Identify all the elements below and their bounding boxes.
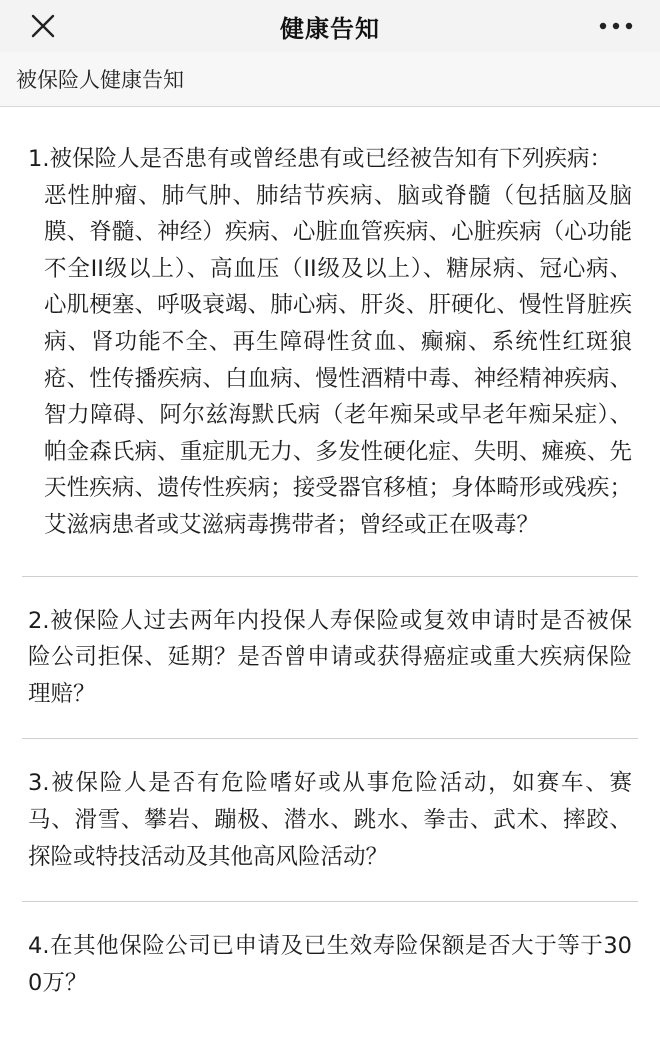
section-header: [0, 52, 660, 107]
question-item-2: [0, 577, 660, 739]
question-list: [0, 107, 660, 1013]
question-item-1: [0, 107, 660, 576]
page-title: 健康告知: [280, 14, 380, 43]
question-text: 4.在其他保险公司已申请及已生效寿险保额是否大于等于300万？: [28, 933, 632, 996]
question-text: 3.被保险人是否有危险嗜好或从事危险活动，如赛车、赛马、滑雪、攀岩、蹦极、潜水、跳水、拳击、武术、摔跤、探险或特技活动及其他高风险活动？: [28, 770, 632, 870]
question-item-4: [0, 902, 660, 1013]
question-text: 2.被保险人过去两年内投保人寿保险或复效申请时是否被保险公司拒保、延期？是否曾申请或获得癌症或重大疾病保险理赔？: [28, 607, 632, 707]
navigation-bar: [0, 0, 660, 52]
more-icon: [599, 22, 633, 30]
question-text: 1.被保险人是否患有或曾经患有或已经被告知有下列疾病：: [28, 146, 612, 172]
close-icon: [31, 14, 55, 38]
question-detail: 恶性肿瘤、肺气肿、肺结节疾病、脑或脊髓（包括脑及脑膜、脊髓、神经）疾病、心脏血管疾病、心脏疾病（心功能不全II级以上）、高血压（II级及以上）、糖尿病、冠心病、心肌梗塞、呼吸衰竭、肺心病、肝炎、肝硬化、慢性肾脏疾病、肾功能不全、再生障碍性贫血、癫痫、系统性红斑狼疮、性传播疾病、白血病、慢性酒精中毒、神经精神疾病、智力障碍、阿尔兹海默氏病（老年痴呆或早老年痴呆症）、帕金森氏病、重症肌无力、多发性硬化症、失明、瘫痪、先天性疾病、遗传性疾病；接受器官移植；身体畸形或残疾；艾滋病患者或艾滋病毒携带者；曾经或正在吸毒？: [44, 182, 632, 538]
question-item-3: [0, 739, 660, 901]
section-header-label: 被保险人健康告知: [16, 68, 184, 92]
close-button[interactable]: [26, 9, 60, 43]
more-button[interactable]: [594, 12, 638, 40]
